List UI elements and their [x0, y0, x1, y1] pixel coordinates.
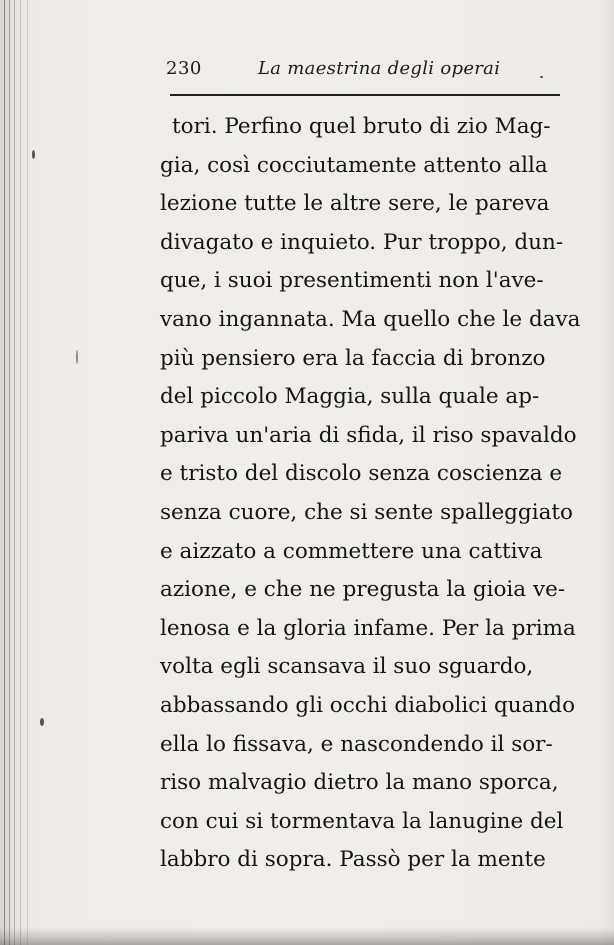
body-text [160, 108, 590, 880]
text-line: lezione tutte le altre sere, le pareva [160, 191, 550, 217]
print-speck [76, 350, 78, 364]
text-line: e tristo del discolo senza coscienza e [160, 461, 563, 487]
text-line: labbro di sopra. Passò per la mente [160, 847, 546, 873]
page-number: 230 [166, 58, 202, 79]
running-title: La maestrina degli operai [258, 58, 501, 79]
text-line: ella lo fissava, e nascondendo il sor- [160, 731, 553, 757]
text-line: con cui si tormentava la lanugine del [160, 808, 564, 834]
print-speck [40, 718, 44, 726]
print-speck [32, 150, 35, 159]
page-bottom-edge [0, 927, 614, 945]
header-rule [170, 94, 560, 96]
text-line: riso malvagio dietro la mano sporca, [160, 770, 559, 796]
text-line: que, i suoi presentimenti non l'ave- [160, 268, 544, 294]
text-line: senza cuore, che si sente spalleggiato [160, 499, 573, 525]
text-line: gia, così cocciutamente attento alla [160, 152, 548, 178]
text-line: vano ingannata. Ma quello che le dava [160, 306, 581, 332]
text-line: volta egli scansava il suo sguardo, [160, 654, 534, 680]
text-line: azione, e che ne pregusta la gioia ve- [160, 577, 566, 603]
text-line: e aizzato a commettere una cattiva [160, 538, 543, 564]
text-line: del piccolo Maggia, sulla quale ap- [160, 384, 540, 410]
page-header [160, 56, 560, 90]
text-line: divagato e inquieto. Pur troppo, dun- [160, 229, 564, 255]
text-line: tori. Perfino quel bruto di zio Mag- [172, 114, 551, 139]
print-speck [540, 76, 543, 78]
page-binding-edge [0, 0, 34, 945]
text-line: abbassando gli occhi diabolici quando [160, 692, 576, 718]
text-line: più pensiero era la faccia di bronzo [160, 345, 546, 371]
text-line: lenosa e la gloria infame. Per la prima [160, 615, 576, 641]
text-line: pariva un'aria di sfida, il riso spavaldo [160, 422, 577, 448]
